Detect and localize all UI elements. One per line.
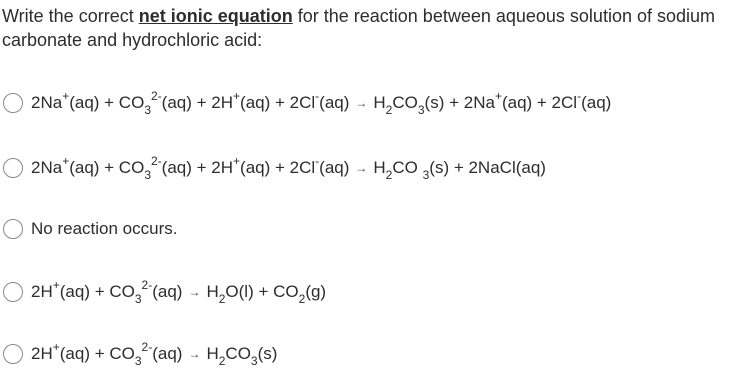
option-3-text: No reaction occurs. [31, 219, 178, 238]
eq-sub: 2 [298, 291, 306, 306]
radio-button[interactable] [3, 219, 23, 239]
eq-text: 2Na [31, 157, 63, 177]
question-suffix: for the reaction between aqueous solution of sodium carbonate and hydrochloric acid: [2, 6, 716, 50]
eq-sup: - [315, 88, 320, 103]
eq-text: 2H [31, 281, 53, 301]
eq-sub: 2 [218, 291, 226, 306]
eq-text: (aq) + 2Cl [240, 92, 316, 112]
eq-text: (aq) [152, 281, 183, 301]
option-1-equation [31, 89, 611, 118]
arrow-icon: → [355, 160, 368, 175]
eq-text: (aq) + 2H [161, 92, 234, 112]
eq-sub: 2 [218, 353, 226, 368]
eq-sub: 3 [422, 167, 430, 182]
eq-sub: 3 [134, 291, 142, 306]
eq-sub: 3 [144, 167, 151, 182]
answer-option-3[interactable] [3, 215, 177, 243]
eq-sup: 2- [141, 339, 153, 354]
arrow-icon: → [188, 346, 201, 361]
eq-text: (aq) [152, 343, 183, 363]
radio-button[interactable] [3, 282, 23, 302]
eq-text: (aq) + CO [59, 343, 135, 363]
eq-text: (aq) [319, 157, 350, 177]
eq-text: (aq) + 2Cl [501, 92, 578, 112]
eq-text: (g) [305, 281, 327, 301]
eq-sup: 2- [151, 88, 162, 103]
eq-sup: - [315, 153, 320, 168]
radio-button[interactable] [3, 93, 23, 113]
eq-text: (aq) [581, 92, 612, 112]
eq-sup: + [62, 88, 70, 103]
eq-text: (s) [257, 343, 278, 363]
arrow-icon: → [355, 95, 368, 110]
eq-text: H [206, 281, 219, 301]
eq-text: (s) + 2Na [424, 92, 495, 112]
eq-sub: 3 [144, 102, 151, 117]
eq-sup: - [577, 88, 582, 103]
eq-text: (aq) + CO [69, 92, 145, 112]
question-text [2, 4, 742, 52]
eq-text: (aq) + CO [69, 157, 145, 177]
eq-text: H [206, 343, 219, 363]
eq-text: (aq) + CO [59, 281, 135, 301]
eq-text: 2H [31, 343, 53, 363]
eq-sup: + [52, 277, 60, 292]
eq-text: H [373, 92, 386, 112]
eq-sub: 2 [385, 167, 393, 182]
radio-button[interactable] [3, 344, 23, 364]
eq-sub: 3 [134, 353, 142, 368]
eq-sup: + [62, 153, 70, 168]
eq-text: CO [392, 92, 418, 112]
radio-button[interactable] [3, 158, 23, 178]
arrow-icon: → [188, 284, 201, 299]
eq-text: (aq) + 2Cl [240, 157, 316, 177]
eq-sup: 2- [141, 277, 153, 292]
answer-option-2[interactable] [3, 154, 546, 182]
eq-sub: 2 [385, 102, 393, 117]
question-highlight: net ionic equation [138, 6, 293, 26]
eq-text: CO [392, 157, 423, 177]
answer-option-4[interactable] [3, 278, 326, 306]
eq-text: (s) + 2NaCl(aq) [429, 157, 546, 177]
eq-text: O(l) + CO [225, 281, 299, 301]
eq-sup: 2- [151, 153, 162, 168]
option-2-equation [31, 154, 546, 183]
eq-text: (aq) [319, 92, 350, 112]
eq-sup: + [52, 339, 60, 354]
eq-text: 2Na [31, 92, 63, 112]
eq-text: CO [225, 343, 251, 363]
eq-sub: 3 [250, 353, 258, 368]
eq-sup: + [233, 153, 241, 168]
eq-text: H [373, 157, 386, 177]
question-prefix: Write the correct [2, 6, 139, 26]
option-5-equation [31, 340, 277, 369]
answer-option-5[interactable] [3, 340, 277, 368]
eq-sup: + [233, 88, 241, 103]
option-4-equation [31, 278, 326, 307]
eq-sup: + [494, 88, 502, 103]
eq-text: (aq) + 2H [161, 157, 234, 177]
eq-sub: 3 [417, 102, 425, 117]
answer-option-1[interactable] [3, 89, 611, 117]
